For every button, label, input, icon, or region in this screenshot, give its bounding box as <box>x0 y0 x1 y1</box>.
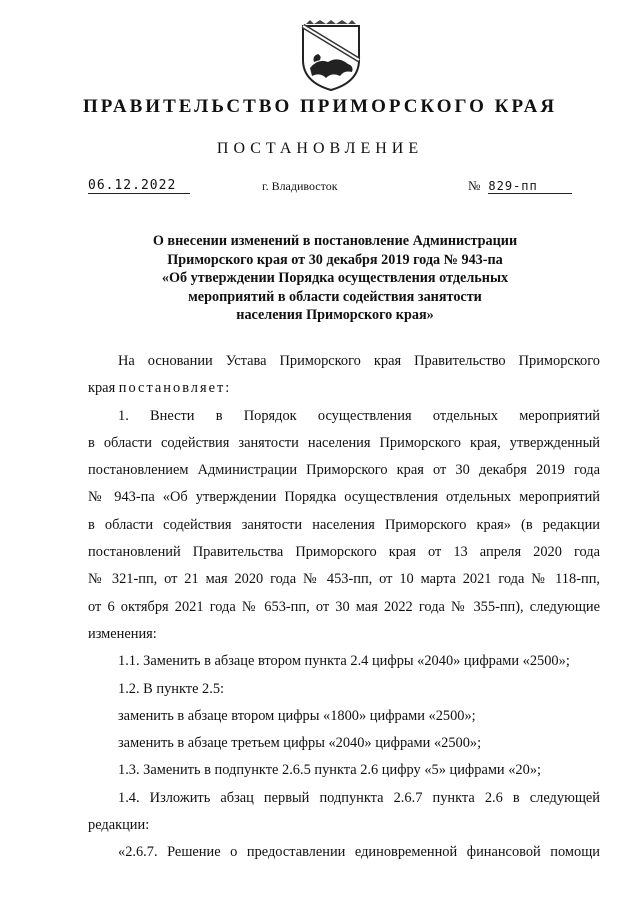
document-city: г. Владивосток <box>262 179 338 193</box>
item-1-line: 1. Внести в Порядок осуществления отдельных мероприятий <box>118 407 600 424</box>
item-1-line: от 6 октября 2021 года № 653-пп, от 30 мая 2022 года № 355-пп), следующие <box>88 598 600 615</box>
item-1-line: № 943-па «Об утверждении Порядка осуществления отдельных мероприятий <box>88 489 600 506</box>
item-1-line: в области содействия занятости населения Приморского края, утвержденный <box>88 434 600 451</box>
item-1-line: в области содействия занятости населения Приморского края» (в редакции <box>88 516 600 533</box>
document-body <box>88 348 600 867</box>
item-1-2: 1.2. В пункте 2.5: <box>118 680 225 697</box>
heading-line: О внесении изменений в постановление Администрации <box>152 233 518 249</box>
item-1-3: 1.3. Заменить в подпункте 2.6.5 пункта 2.6 цифру «5» цифрами «20»; <box>118 762 542 779</box>
item-1-2-b: заменить в абзаце третьем цифры «2040» цифрами «2500»; <box>118 735 482 752</box>
document-heading <box>120 232 550 325</box>
heading-line: Приморского края от 30 декабря 2019 года № 943-па <box>167 251 503 268</box>
number-value: 829-пп <box>488 179 571 194</box>
item-1-4-line: 1.4. Изложить абзац первый подпункта 2.6.7 пункта 2.6 в следующей <box>118 789 600 806</box>
item-1-1: 1.1. Заменить в абзаце втором пункта 2.4 цифры «2040» цифрами «2500»; <box>118 653 570 670</box>
coat-of-arms-emblem <box>300 20 362 92</box>
government-title: ПРАВИТЕЛЬСТВО ПРИМОРСКОГО КРАЯ <box>82 96 558 117</box>
heading-line: мероприятий в области содействия занятости <box>188 288 482 305</box>
heading-line: «Об утверждении Порядка осуществления отдельных <box>161 270 509 286</box>
number-sign: № <box>468 178 481 193</box>
document-number <box>468 178 572 194</box>
resolution-word: постановляет: <box>118 380 232 397</box>
item-1-4-line: редакции: <box>88 817 150 834</box>
item-1-line: постановлением Администрации Приморского края от 30 декабря 2019 года <box>88 462 600 479</box>
item-1-2-a: заменить в абзаце втором цифры «1800» цифрами «2500»; <box>118 707 476 724</box>
document-type: ПОСТАНОВЛЕНИЕ <box>216 140 424 157</box>
preamble-line: На основании Устава Приморского края Правительство Приморского <box>118 353 600 369</box>
preamble-text: края <box>88 380 119 397</box>
document-meta-row <box>0 176 640 198</box>
quoted-text-line: «2.6.7. Решение о предоставлении единовременной финансовой помощи <box>118 844 600 861</box>
item-1-line: № 321-пп, от 21 мая 2020 года № 453-пп, от 10 марта 2021 года № 118-пп, <box>88 571 600 588</box>
item-1-line: изменения: <box>88 625 157 642</box>
document-date: 06.12.2022 <box>88 178 190 194</box>
heading-line: населения Приморского края» <box>236 307 434 323</box>
preamble-line <box>88 375 600 402</box>
item-1-line: постановлений Правительства Приморского края от 13 апреля 2020 года <box>88 544 600 561</box>
